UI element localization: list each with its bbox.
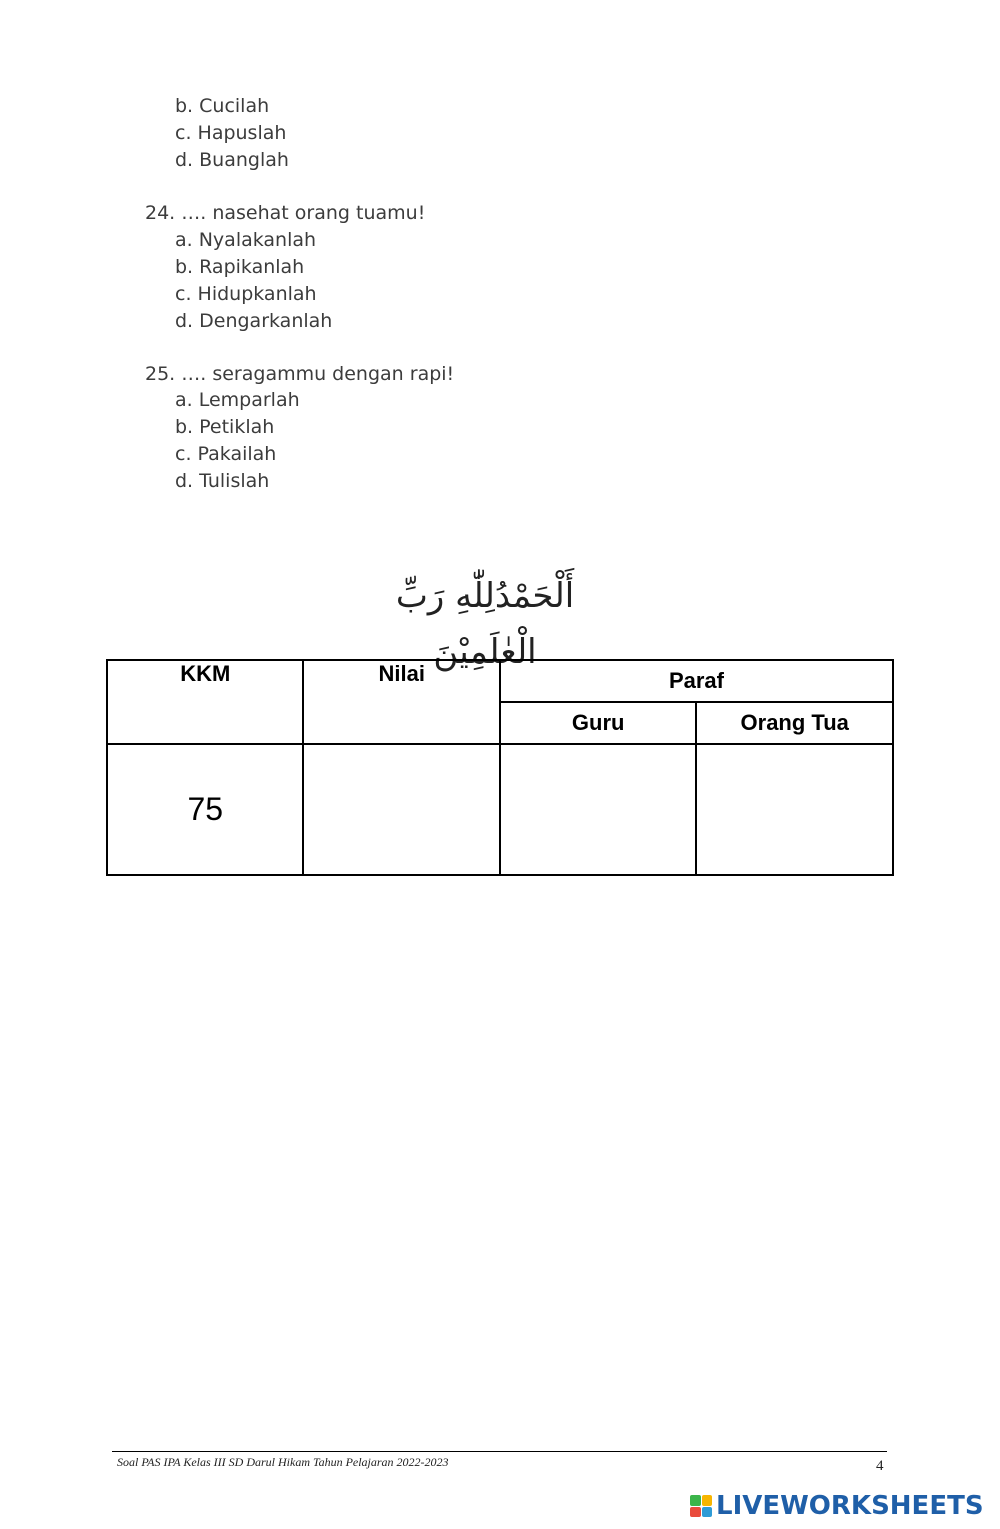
page-number: 4 [876, 1458, 884, 1474]
question-24-stem: 24. …. nasehat orang tuamu! [145, 202, 426, 224]
kkm-header: KKM [107, 660, 303, 744]
nilai-header: Nilai [303, 660, 499, 744]
brand-name: LIVEWORKSHEETS [716, 1491, 984, 1521]
paraf-header: Paraf [500, 660, 893, 702]
option-23-d: d. Buanglah [175, 149, 289, 171]
closing-arabic-text: أَلْحَمْدُلِلّٰهِ رَبِّ الْعٰلَمِيْنَ [395, 576, 575, 672]
score-table [106, 659, 894, 876]
option-23-b: b. Cucilah [175, 95, 270, 117]
footer-text: Soal PAS IPA Kelas III SD Darul Hikam Tahun Pelajaran 2022-2023 [117, 1455, 449, 1469]
option-24-c: c. Hidupkanlah [175, 283, 317, 305]
orang-tua-header: Orang Tua [696, 702, 893, 744]
liveworksheets-logo-icon [690, 1495, 712, 1517]
question-25-stem: 25. …. seragammu dengan rapi! [145, 363, 455, 385]
option-25-d: d. Tulislah [175, 470, 270, 492]
option-24-d: d. Dengarkanlah [175, 310, 333, 332]
orang-tua-signature-cell[interactable] [696, 744, 893, 875]
option-25-b: b. Petiklah [175, 416, 275, 438]
guru-signature-cell[interactable] [500, 744, 696, 875]
option-23-c: c. Hapuslah [175, 122, 287, 144]
footer-divider [112, 1451, 887, 1452]
liveworksheets-brand [690, 1490, 984, 1522]
option-24-b: b. Rapikanlah [175, 256, 305, 278]
kkm-value-cell: 75 [107, 744, 303, 875]
nilai-value-cell[interactable] [303, 744, 499, 875]
guru-header: Guru [500, 702, 696, 744]
option-25-c: c. Pakailah [175, 443, 277, 465]
option-24-a: a. Nyalakanlah [175, 229, 317, 251]
option-25-a: a. Lemparlah [175, 389, 300, 411]
